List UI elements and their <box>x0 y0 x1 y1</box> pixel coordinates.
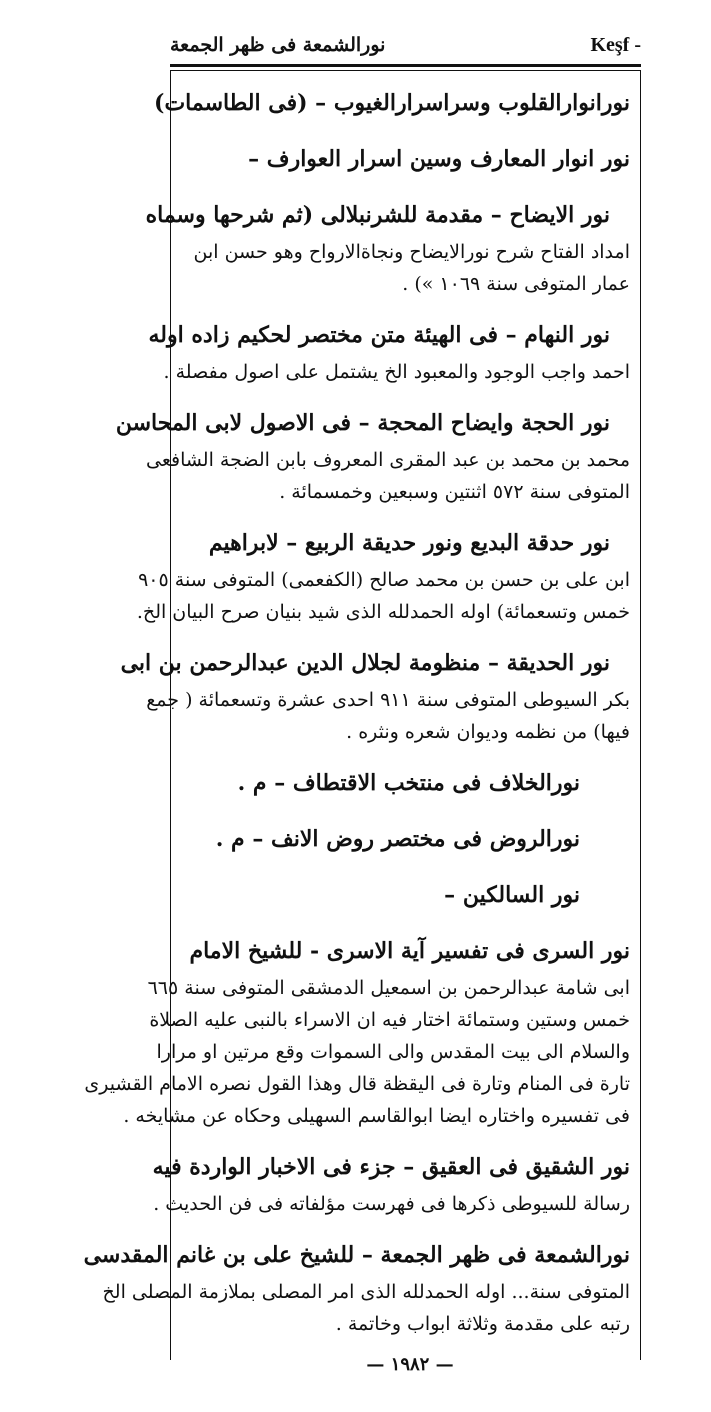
dictionary-entry <box>180 818 630 860</box>
dictionary-entry <box>84 930 630 1132</box>
dictionary-entry <box>152 1146 630 1220</box>
dictionary-entry <box>145 194 630 300</box>
entry-text-line: امداد الفتاح شرح نورالايضاح ونجاةالارواح وهو حسن ابن <box>193 241 630 263</box>
entry-text-line: ابى شامة عبدالرحمن بن اسمعيل الدمشقى المتوفى سنة ٦٦٥ <box>147 977 630 999</box>
entry-text-line: رسالة للسيوطى ذكرها فى فهرست مؤلفاته فى فن الحديث . <box>153 1193 630 1215</box>
entry-title: نور السرى فى تفسير آية الاسرى - للشيخ الامام <box>189 938 630 964</box>
dictionary-entry <box>180 874 630 916</box>
right-column-rule <box>640 70 641 1360</box>
page-header <box>170 28 641 62</box>
entry-text-line: تارة فى المنام وتارة فى اليقظة قال وهذا القول نصره الامام القشيرى <box>84 1073 630 1095</box>
entry-title: نور النهام – فى الهيئة متن مختصر لحكيم زاده اوله <box>148 322 610 348</box>
entry-text-line: احمد واجب الوجود والمعبود الخ يشتمل على اصول مفصلة . <box>163 361 630 383</box>
entry-text-line: بكر السيوطى المتوفى سنة ٩١١ احدى عشرة وتسعمائة ( جمع <box>146 689 630 711</box>
entry-title: نور السالكين – <box>444 882 580 908</box>
entry-text-line: والسلام الى بيت المقدس والى السموات وقع مرتين او مرارا <box>156 1041 630 1063</box>
entry-title: نور الشقيق فى العقيق – جزء فى الاخبار الواردة فيه <box>152 1154 630 1180</box>
source-tag: Keşf - <box>590 33 641 56</box>
entry-text-line: رتبه على مقدمة وثلاثة ابواب وخاتمة . <box>335 1313 630 1335</box>
entry-title: نورالشمعة فى ظهر الجمعة – للشيخ على بن غانم المقدسى <box>83 1242 630 1268</box>
dictionary-entry <box>115 402 630 508</box>
entry-title: نور الايضاح – مقدمة للشرنبلالى (ثم شرحها وسماه <box>145 202 610 228</box>
header-rule-thin <box>170 70 641 71</box>
entry-text-line: فى تفسيره واختاره ايضا ابوالقاسم السهيلى وحكاه عن مشايخه . <box>123 1105 630 1127</box>
dictionary-entry <box>180 762 630 804</box>
entry-title: نورانوارالقلوب وسراسرارالغيوب – (فى الطاسمات) <box>154 90 630 116</box>
entries-column <box>83 82 630 1342</box>
page-number: — ١٩٨٢ — <box>366 1354 454 1375</box>
entry-text-line: خمس وستين وستمائة اختار فيه ان الاسراء بالنبى عليه الصلاة <box>149 1009 630 1031</box>
entry-title: نور الحديقة – منظومة لجلال الدين عبدالرحمن بن ابى <box>120 650 610 676</box>
dictionary-entry <box>83 1234 630 1340</box>
entry-title: نور الحجة وايضاح المحجة – فى الاصول لابى المحاسن <box>115 410 610 436</box>
entry-text-line: المتوفى سنة... اوله الحمدلله الذى امر المصلى بملازمة المصلى الخ <box>102 1281 630 1303</box>
dictionary-entry <box>180 138 630 180</box>
entry-text-line: فيها) من نظمه وديوان شعره ونثره . <box>346 721 630 743</box>
entry-title: نورالروض فى مختصر روض الانف – م . <box>215 826 580 852</box>
header-rule-thick <box>170 64 641 67</box>
entry-title: نورالخلاف فى منتخب الاقتطاف – م . <box>237 770 580 796</box>
entry-text-line: عمار المتوفى سنة ١٠٦٩ ») . <box>402 273 630 295</box>
dictionary-entry <box>136 522 630 628</box>
entry-title: نور حدقة البديع ونور حديقة الربيع – لابراهيم <box>208 530 610 556</box>
dictionary-entry <box>120 642 630 748</box>
entry-text-line: ابن على بن حسن بن محمد صالح (الكفعمى) المتوفى سنة ٩٠٥ <box>138 569 630 591</box>
running-title: نورالشمعة فى ظهر الجمعة <box>170 34 386 56</box>
entry-text-line: محمد بن محمد بن عبد المقرى المعروف بابن الضجة الشافعى <box>145 449 630 471</box>
entry-text-line: المتوفى سنة ٥٧٢ اثنتين وسبعين وخمسمائة . <box>279 481 630 503</box>
dictionary-entry <box>154 82 630 124</box>
entry-title: نور انوار المعارف وسين اسرار العوارف – <box>248 146 630 172</box>
entry-text-line: خمس وتسعمائة) اوله الحمدلله الذى شيد بنيان صرح البيان الخ. <box>136 601 630 623</box>
dictionary-entry <box>148 314 630 388</box>
